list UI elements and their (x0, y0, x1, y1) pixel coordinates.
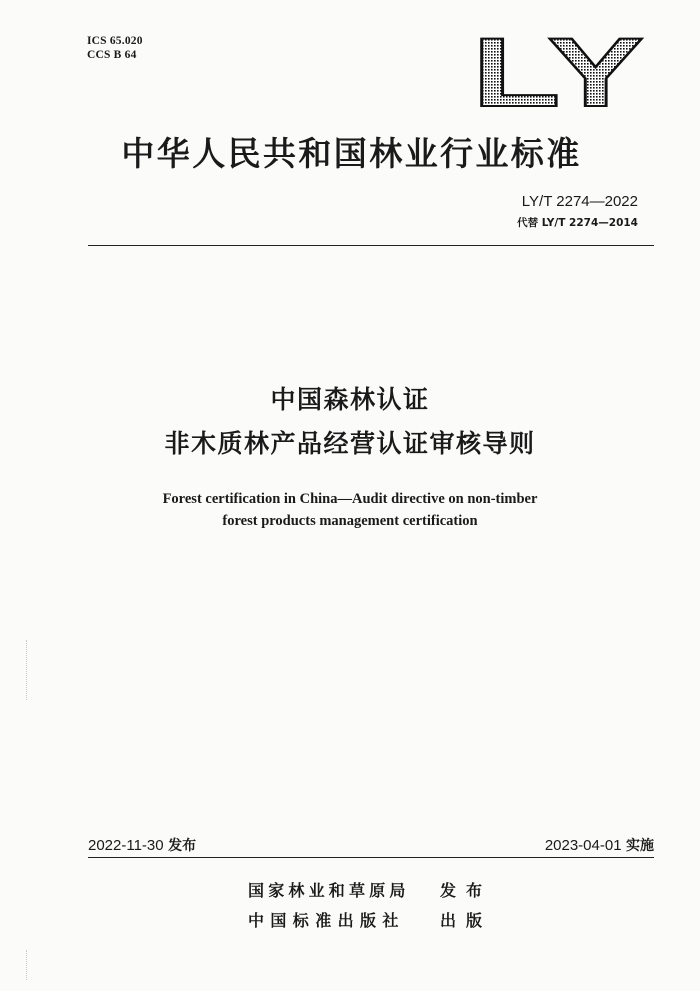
bottom-divider (88, 857, 654, 858)
effective-date-value: 2023-04-01 (544, 837, 622, 854)
standard-code (522, 193, 638, 211)
scan-mark (26, 640, 27, 700)
publisher-2-action: 出版 (440, 911, 493, 930)
issue-date (88, 835, 196, 855)
en-title-line-1: Forest certification in China—Audit directive on non-timber (162, 491, 538, 507)
top-divider (88, 245, 654, 246)
en-title-line-2: forest products management certification (222, 513, 478, 529)
ics-code: ICS 65.020 (87, 35, 143, 47)
cn-title-line-2: 非木质林产品经营认证审核导则 (164, 429, 536, 458)
replaces-code: 代替 LY/T 2274—2014 (517, 217, 638, 229)
publisher-2-name: 中国标准出版社 (248, 911, 405, 930)
issue-date-label: 发布 (168, 838, 197, 854)
publisher-1-name: 国家林业和草原局 (248, 881, 410, 900)
scan-mark (26, 950, 27, 980)
effective-date-label: 实施 (626, 838, 654, 854)
publisher-1-action: 发布 (440, 881, 493, 900)
ly-logo-text: LY (472, 30, 644, 110)
issuer-title: 中华人民共和国林业行业标准 (121, 134, 582, 173)
ccs-code: CCS B 64 (87, 49, 137, 61)
standard-code-text: LY/T 2274—2022 (521, 193, 638, 210)
issue-date-value: 2022-11-30 (88, 837, 164, 854)
effective-date (545, 835, 654, 855)
cn-title-line-1: 中国森林认证 (270, 385, 430, 414)
ly-logo (470, 30, 645, 110)
